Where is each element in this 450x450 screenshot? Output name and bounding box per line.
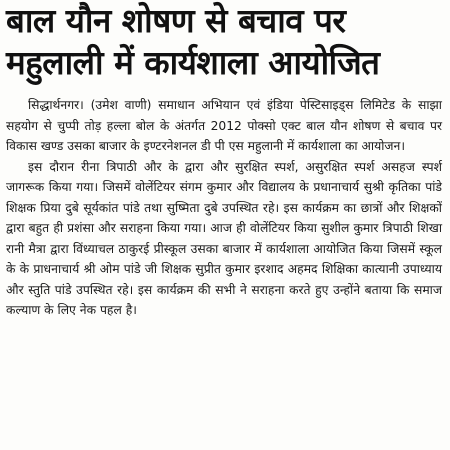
headline-line-2: महुलाली में कार्यशाला आयोजित	[6, 43, 380, 82]
article-paragraph-1: सिद्धार्थनगर। (उमेश वाणी) समाधान अभियान एवं इंडिया पेस्टिसाइड्स लिमिटेड के साझा सहयोग से चुप्पी तोड़ हल्ला बोल के अंतर्गत 2012 पोक्सो एक्ट बाल यौन शोषण से बचाव पर विकास खण्ड उसका बाजार के इण्टरनेशनल डी पी एस महुलानी में कार्यशाला का आयोजन।	[6, 98, 442, 153]
article-paragraph-2: इस दौरान रीना त्रिपाठी और के द्वारा और सुरक्षित स्पर्श, असुरक्षित स्पर्श असहज स्पर्श जागरूक किया गया। जिसमें वोलेंटियर संगम कुमार और विद्यालय के प्रधानाचार्य सुश्री कृतिका पांडे शिक्षक प्रिया दुबे सूर्यकांत पांडे तथा सुष्मिता दुबे उपस्थित रहे। इस कार्यक्रम का छात्रों और शिक्षकों द्वारा बहुत ही प्रशंसा और सराहना किया गया। आज ही वोलेंटियर किया सुशील कुमार त्रिपाठी शिखा रानी मैत्रा द्वारा विंध्याचल ठाकुरई प्रीस्कूल उसका बाजार में कार्यशाला आयोजित किया जिसमें स्कूल के के प्राधनाचार्य श्री ओम पांडे जी शिक्षक सुप्रीत कुमार इरशाद अहमद शिक्षिका कात्यानी उपाध्याय और स्तुति पांडे उपस्थित रहे। इस कार्यक्रम की सभी ने सराहना करते हुए उन्होंने बताया कि समाज कल्याण के लिए नेक पहल है।	[6, 159, 442, 317]
headline-line-1: बाल यौन शोषण से बचाव पर	[6, 1, 346, 40]
headline	[0, 0, 450, 84]
article-body	[6, 95, 442, 321]
